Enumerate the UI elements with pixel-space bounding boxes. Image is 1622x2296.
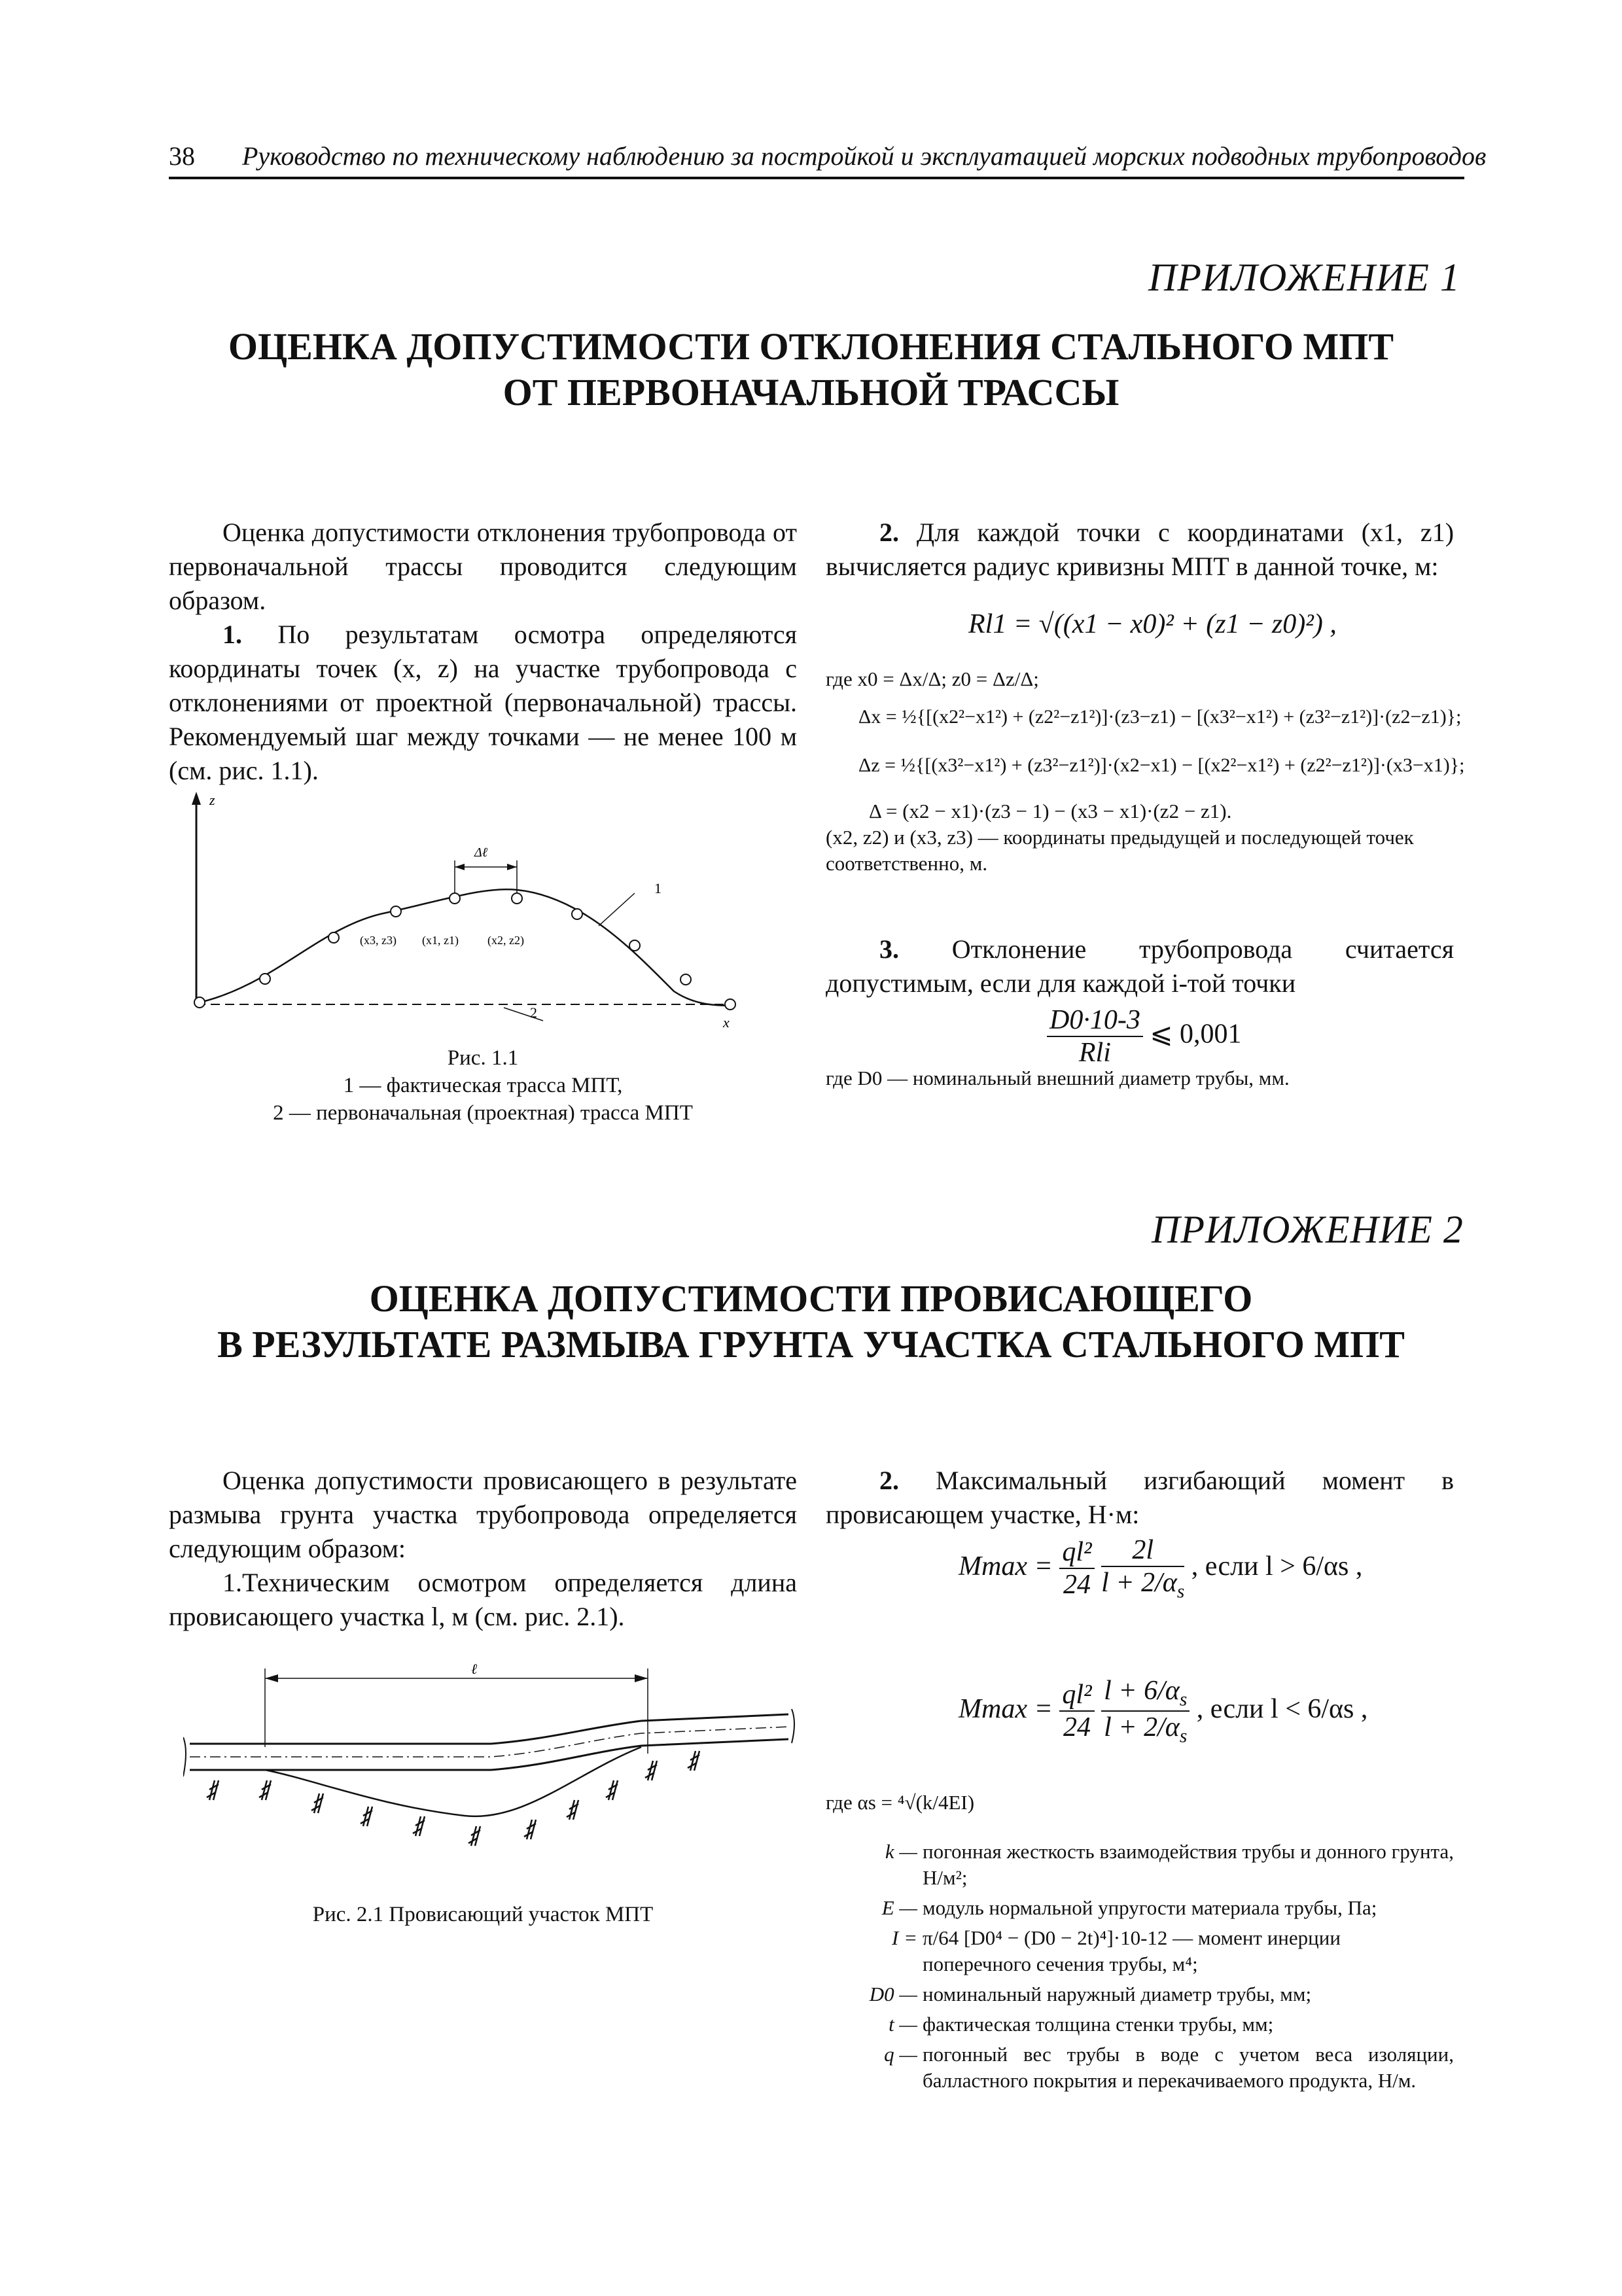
formula-delta: Δ = (x2 − x1)·(z3 − 1) − (x3 − x1)·(z2 − z1). (869, 800, 1232, 822)
soil-hatch-mark (311, 1793, 323, 1813)
pipe-break-right (792, 1709, 794, 1743)
symbol: k — (885, 1840, 917, 1863)
survey-point (629, 940, 640, 951)
step1-number: 1. (222, 620, 242, 649)
soil-hatch-mark (207, 1780, 219, 1800)
step-dim-arrow-right (507, 864, 517, 870)
moment2-frac1: $\frac{\text{ql²}}{24}$ (1059, 1679, 1094, 1743)
symbol-row (826, 2041, 1454, 2094)
criterion-rhs: ⩽ 0,001 (1150, 1019, 1242, 1050)
moment-formula-1 (959, 1534, 1362, 1602)
actual-route-curve (200, 889, 733, 1006)
caption-line1: 1 — фактическая трасса МПТ, (343, 1074, 623, 1097)
survey-point (512, 893, 522, 904)
soil-hatch-mark (606, 1780, 618, 1800)
soil-hatch-mark (259, 1780, 271, 1800)
alpha-definition: где αs = ⁴√(k/4EI) (826, 1791, 975, 1814)
coords-note: (x2, z2) и (x3, z3) — координаты предыдущей и последующей точек соответственно, м. (826, 826, 1414, 875)
moment2-frac2: $\frac{l + 6/\alpha_s}{l + 2/\alpha_s}$ (1101, 1675, 1190, 1748)
appendix2-title (0, 1276, 1622, 1368)
appendix1-step3-block (826, 932, 1454, 1000)
appendix1-label: ПРИЛОЖЕНИЕ 1 (1148, 256, 1460, 299)
moment1-frac2: $\frac{2l}{l + 2/\alpha_s}$ (1101, 1535, 1185, 1602)
running-title: Руководство по техническому наблюдению за постройкой и эксплуатацией морских подводных трубопроводов (242, 141, 1487, 171)
point3-label: (x3, z3) (360, 934, 397, 947)
span-label: ℓ (471, 1661, 478, 1677)
moment2-condition: , если l < 6/αs , (1196, 1694, 1368, 1725)
appendix1-step3 (826, 932, 1454, 1000)
survey-point (572, 909, 582, 919)
formula-delta-x: Δx = ½{[(x2²−x1²) + (z2²−z1²)]·(z3−z1) − [(x3²−x1²) + (z3²−z1²)]·(z2−z1)}; (858, 706, 1462, 728)
z-axis-label: z (209, 792, 215, 808)
symbol-definition: погонная жесткость взаимодействия трубы и донного грунта, Н/м²; (923, 1840, 1454, 1889)
soil-hatch-mark (688, 1751, 699, 1771)
survey-point (680, 974, 691, 985)
symbol-row (826, 1895, 1454, 1921)
x-axis-label: x (723, 1014, 730, 1031)
where-x0: где x0 = Δx/Δ; z0 = Δz/Δ; (826, 667, 1039, 690)
appendix2-symbol-list (826, 1839, 1454, 2098)
appendix1-intro: Оценка допустимости отклонения трубопровода от первоначальной трассы проводится следующим образом. (169, 518, 797, 615)
moment2-lhs: Mmax = (959, 1694, 1053, 1725)
appendix1-title (0, 324, 1622, 415)
symbol: D0 — (869, 1983, 917, 2005)
step-dim-arrow-left (455, 864, 465, 870)
baseline-label: 2 (530, 1004, 537, 1021)
soil-hatch-mark (468, 1826, 480, 1846)
appendix2-step2-text: Максимальный изгибающий момент в провисающем участке, Н·м: (826, 1466, 1455, 1529)
step2-number: 2. (879, 518, 899, 547)
symbol: t — (889, 2013, 917, 2036)
appendix2-step1: 1.Техническим осмотром определяется длина провисающего участка l, м (см. рис. 2.1). (169, 1568, 797, 1631)
symbol-definition: номинальный наружный диаметр трубы, мм; (923, 1983, 1312, 2005)
symbol-row (826, 1839, 1454, 1891)
span-dim-arrow-right (635, 1674, 648, 1682)
curve-leader (599, 893, 635, 926)
formula-delta-z: Δz = ½{[(x3²−x1²) + (z3²−z1²)]·(x2−x1) − [(x2²−x1²) + (z2²−z1²)]·(x3−x1)}; (858, 754, 1465, 776)
moment-formula-2 (959, 1675, 1367, 1748)
symbol: q — (884, 2043, 917, 2066)
appendix1-step1 (169, 618, 797, 788)
criterion-formula (1047, 1004, 1242, 1069)
symbol-definition: π/64 [D0⁴ − (D0 − 2t)⁴]·10-12 — момент инерции поперечного сечения трубы, м⁴; (923, 1926, 1341, 1975)
step3-number: 3. (879, 934, 899, 964)
appendix2-intro: Оценка допустимости провисающего в результате размыва грунта участка трубопровода определяется следующим образом: (169, 1466, 797, 1563)
step3-text: Отклонение трубопровода считается допустимым, если для каждой i-той точки (826, 934, 1454, 998)
formula-radius: Rl1 = √((x1 − x0)² + (z1 − z0)²) , (968, 609, 1337, 639)
point1-label: (x1, z1) (422, 934, 459, 947)
appendix2-label: ПРИЛОЖЕНИЕ 2 (1152, 1208, 1464, 1251)
symbol-definition: модуль нормальной упругости материала трубы, Па; (923, 1896, 1377, 1919)
appendix1-left-column (169, 516, 797, 788)
symbol-row (826, 2011, 1454, 2038)
header-rule (169, 177, 1464, 179)
appendix2-title-line2: В РЕЗУЛЬТАТЕ РАЗМЫВА ГРУНТА УЧАСТКА СТАЛЬНОГО МПТ (217, 1323, 1405, 1366)
survey-point (260, 974, 270, 984)
soil-hatch-mark (567, 1800, 578, 1820)
appendix1-definitions (826, 666, 1467, 877)
figure-2-1 (183, 1655, 798, 1871)
appendix2-step2 (826, 1464, 1454, 1532)
survey-point (194, 997, 205, 1008)
curve-label: 1 (654, 880, 661, 896)
symbol: E — (881, 1896, 917, 1919)
criterion-fraction (1047, 1004, 1143, 1069)
seabed-profile (265, 1747, 641, 1816)
symbol: I = (892, 1926, 917, 1949)
criterion-note: где D0 — номинальный внешний диаметр трубы, мм. (826, 1067, 1290, 1089)
pipe-break-left (183, 1737, 186, 1776)
survey-point (328, 932, 339, 943)
moment1-lhs: Mmax = (959, 1551, 1053, 1581)
appendix1-title-line1: ОЦЕНКА ДОПУСТИМОСТИ ОТКЛОНЕНИЯ СТАЛЬНОГО МПТ (228, 325, 1394, 368)
step-label: Δℓ (474, 845, 488, 860)
moment1-condition: , если l > 6/αs , (1191, 1551, 1363, 1581)
symbol-row (826, 1925, 1454, 1977)
caption-line2: 2 — первоначальная (проектная) трасса МПТ (273, 1101, 693, 1125)
criterion-numerator: D0·10-3 (1047, 1004, 1143, 1037)
appendix1-right-column (826, 516, 1454, 584)
soil-hatching (207, 1751, 699, 1846)
survey-point (391, 906, 401, 917)
appendix2-right-column (826, 1464, 1454, 1532)
step1-text: По результатам осмотра определяются координаты точек (x, z) на участке трубопровода с отклонениями от проектной (первоначальной) трассы. Рекомендуемый шаг между точками — не менее 100 м (см. рис. 1.1). (169, 620, 797, 785)
figure-2-1-caption: Рис. 2.1 Провисающий участок МПТ (312, 1903, 654, 1926)
survey-point (450, 893, 460, 904)
soil-hatch-mark (361, 1807, 372, 1826)
appendix2-step2-number: 2. (879, 1466, 899, 1495)
soil-hatch-mark (645, 1761, 657, 1780)
soil-hatch-mark (524, 1820, 536, 1839)
survey-point (725, 999, 735, 1010)
appendix2-left-column (169, 1464, 797, 1634)
appendix1-step2 (826, 516, 1454, 584)
point2-label: (x2, z2) (487, 934, 524, 947)
symbol-definition: погонный вес трубы в воде с учетом веса изоляции, балластного покрытия и перекачиваемого продукта, Н/м. (923, 2043, 1454, 2092)
caption-title: Рис. 1.1 (447, 1046, 519, 1070)
figure-1-1 (177, 788, 752, 1050)
span-dim-arrow-left (265, 1674, 278, 1682)
criterion-denominator: Rli (1078, 1038, 1111, 1068)
z-axis-arrow (192, 792, 201, 805)
symbol-row (826, 1981, 1454, 2007)
symbol-definition: фактическая толщина стенки трубы, мм; (923, 2013, 1274, 2036)
step2-text: Для каждой точки с координатами (x1, z1) вычисляется радиус кривизны МПТ в данной точке, м: (826, 518, 1455, 581)
baseline-leader (504, 1008, 543, 1021)
appendix1-title-line2: ОТ ПЕРВОНАЧАЛЬНОЙ ТРАССЫ (502, 371, 1120, 414)
pipe-top-edge (190, 1714, 788, 1744)
figure-1-1-caption (169, 1044, 797, 1127)
page-number: 38 (169, 141, 195, 171)
appendix2-title-line1: ОЦЕНКА ДОПУСТИМОСТИ ПРОВИСАЮЩЕГО (369, 1277, 1253, 1320)
soil-hatch-mark (413, 1816, 425, 1836)
moment1-frac1: $\frac{\text{ql²}}{24}$ (1059, 1536, 1094, 1600)
